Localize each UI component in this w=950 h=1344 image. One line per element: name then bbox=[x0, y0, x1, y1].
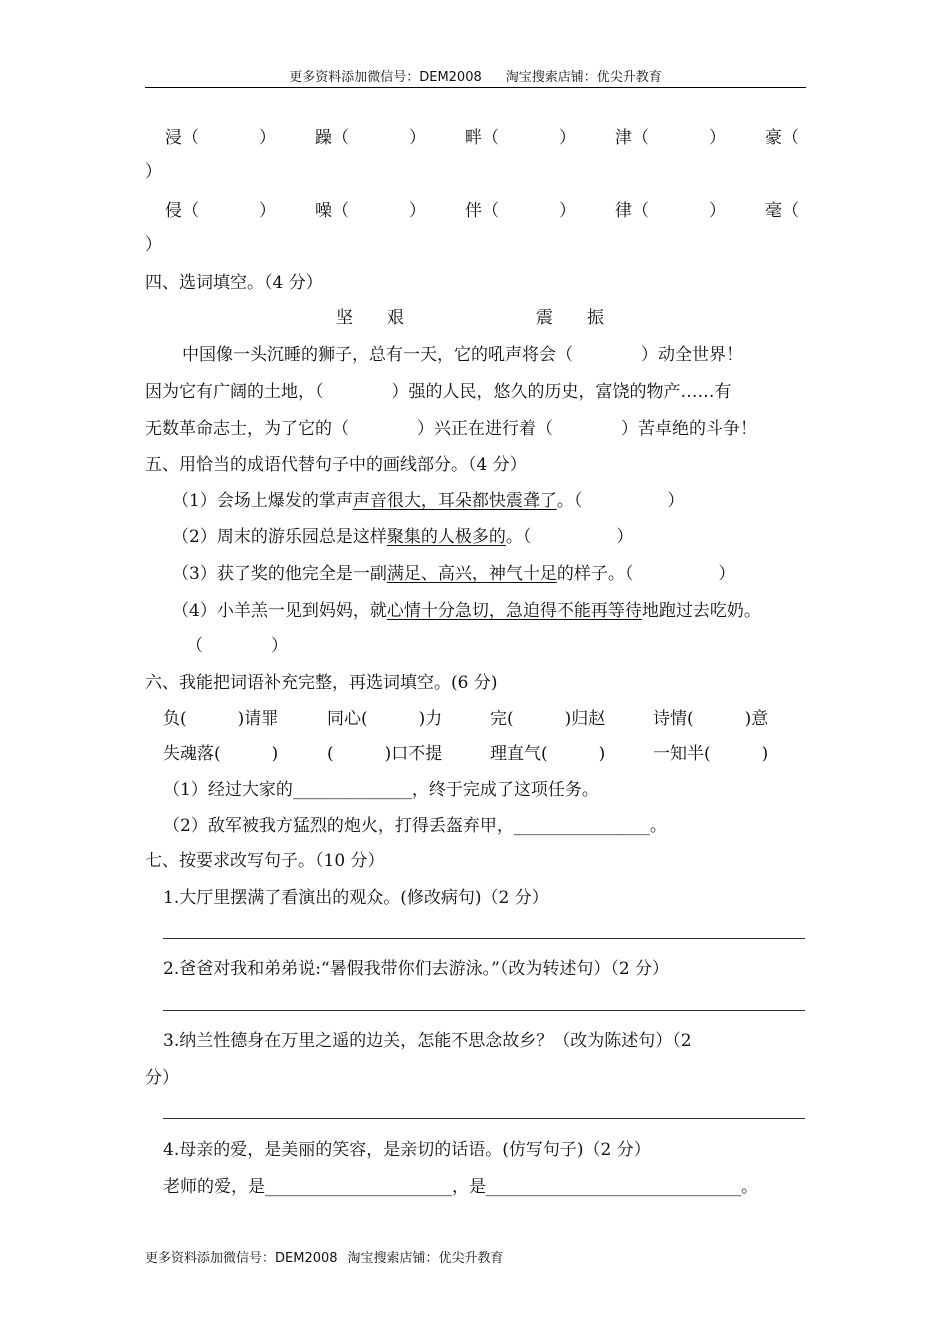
close-paren: ） bbox=[709, 201, 726, 221]
close-paren: ） bbox=[409, 128, 426, 148]
open-paren: （ bbox=[332, 128, 349, 148]
close-paren: ） bbox=[709, 128, 726, 148]
sec6-sentence-2: （2）敌军被我方猛烈的炮火，打得丢盔弃甲，________________。 bbox=[163, 816, 667, 836]
header-wechat: 更多资料添加微信号：DEM2008 bbox=[289, 70, 482, 85]
section-4-title: 四、选词填空。（4 分） bbox=[145, 273, 323, 293]
char: 豪 bbox=[765, 128, 782, 148]
char-item bbox=[615, 200, 726, 222]
sec7-question-2: 2.爸爸对我和弟弟说:“暑假我带你们去游泳。”（改为转述句）（2 分） bbox=[163, 959, 670, 979]
open-paren: （ bbox=[482, 201, 499, 221]
close-paren: ） bbox=[259, 128, 276, 148]
idiom-item: 同心( )力 bbox=[327, 709, 443, 729]
section-6-title: 六、我能把词语补充完整，再选词填空。(6 分) bbox=[145, 673, 498, 693]
idiom-item: 失魂落( ) bbox=[163, 744, 279, 764]
wrapped-close-paren: ） bbox=[145, 162, 162, 182]
sec7-question-4: 4.母亲的爱，是美丽的笑容，是亲切的话语。(仿写句子)（2 分） bbox=[163, 1140, 651, 1160]
char-item bbox=[615, 127, 726, 149]
footer-shop: 淘宝搜索店铺：优尖升教育 bbox=[347, 1251, 504, 1266]
char-item bbox=[315, 127, 426, 149]
open-paren: （ bbox=[632, 128, 649, 148]
open-paren: （ bbox=[632, 201, 649, 221]
sec4-paragraph-line1: 中国像一头沉睡的狮子，总有一天，它的吼声将会（ ）动全世界！ bbox=[182, 345, 743, 365]
char: 畔 bbox=[465, 128, 482, 148]
header-shop: 淘宝搜索店铺：优尖升教育 bbox=[505, 70, 662, 85]
sec6-sentence-1: （1）经过大家的______________，终于完成了这项任务。 bbox=[163, 780, 599, 800]
page-footer bbox=[145, 1247, 504, 1266]
idiom-item: 诗情( )意 bbox=[653, 709, 769, 729]
char-item bbox=[765, 200, 799, 222]
sec5-question-2: （2）周末的游乐园总是这样聚集的人极多的。（ ） bbox=[172, 527, 634, 547]
open-paren: （ bbox=[482, 128, 499, 148]
close-paren: ） bbox=[259, 201, 276, 221]
sec5-question-1: （1）会场上爆发的掌声声音很大，耳朵都快震聋了。（ ） bbox=[172, 491, 685, 511]
close-paren: ） bbox=[559, 201, 576, 221]
sec5-question-3: （3）获了奖的他完全是一副满足、高兴，神气十足的样子。（ ） bbox=[172, 564, 736, 584]
open-paren: （ bbox=[782, 201, 799, 221]
footer-wechat: 更多资料添加微信号：DEM2008 bbox=[145, 1251, 338, 1266]
sec7-question-3: 3.纳兰性德身在万里之遥的边关，怎能不思念故乡？（改为陈述句）（2 bbox=[163, 1031, 692, 1051]
sec5-question-4: （4）小羊羔一见到妈妈，就心情十分急切，急迫得不能再等待地跑过去吃奶。 bbox=[172, 601, 761, 621]
close-paren: ） bbox=[559, 128, 576, 148]
idiom-item: 负( )请罪 bbox=[163, 709, 279, 729]
sec4-paragraph-line2: 因为它有广阔的土地，（ ）强的人民，悠久的历史，富饶的物产……有 bbox=[145, 382, 732, 402]
idiom-item: 完( )归赵 bbox=[490, 709, 606, 729]
answer-line-1 bbox=[163, 938, 805, 939]
char: 噪 bbox=[315, 201, 332, 221]
idiom-item: 理直气( ) bbox=[490, 744, 606, 764]
char-item bbox=[165, 127, 276, 149]
close-paren: ） bbox=[409, 201, 426, 221]
open-paren: （ bbox=[182, 128, 199, 148]
char-item bbox=[165, 200, 276, 222]
char: 浸 bbox=[165, 128, 182, 148]
idiom-item: 一知半( ) bbox=[653, 744, 769, 764]
char-item bbox=[765, 127, 799, 149]
sec7-question-3-cont: 分） bbox=[145, 1068, 179, 1088]
char: 毫 bbox=[765, 201, 782, 221]
sec7-question-4-fill: 老师的爱，是______________________，是______________________________。 bbox=[163, 1177, 758, 1197]
char: 伴 bbox=[465, 201, 482, 221]
page-header bbox=[145, 66, 806, 85]
sec4-paragraph-line3: 无数革命志士，为了它的（ ）兴正在进行着（ ）苦卓绝的斗争！ bbox=[145, 419, 757, 439]
open-paren: （ bbox=[182, 201, 199, 221]
section-5-title: 五、用恰当的成语代替句子中的画线部分。（4 分） bbox=[145, 455, 527, 475]
open-paren: （ bbox=[332, 201, 349, 221]
char-item bbox=[465, 127, 576, 149]
char-item bbox=[315, 200, 426, 222]
open-paren: （ bbox=[782, 128, 799, 148]
char: 躁 bbox=[315, 128, 332, 148]
section-7-title: 七、按要求改写句子。（10 分） bbox=[145, 851, 385, 871]
header-divider bbox=[145, 87, 806, 88]
answer-line-3 bbox=[163, 1118, 805, 1119]
wrapped-close-paren: ） bbox=[145, 235, 162, 255]
char-item bbox=[465, 200, 576, 222]
word-choices-2: 震 振 bbox=[536, 308, 604, 328]
answer-line-2 bbox=[163, 1010, 805, 1011]
sec7-question-1: 1.大厅里摆满了看演出的观众。(修改病句)（2 分） bbox=[163, 888, 549, 908]
char: 津 bbox=[615, 128, 632, 148]
idiom-item: ( )口不提 bbox=[327, 744, 443, 764]
char: 律 bbox=[615, 201, 632, 221]
sec5-question-4-blank: （ ） bbox=[186, 636, 288, 656]
char: 侵 bbox=[165, 201, 182, 221]
word-choices-1: 坚 艰 bbox=[336, 308, 404, 328]
